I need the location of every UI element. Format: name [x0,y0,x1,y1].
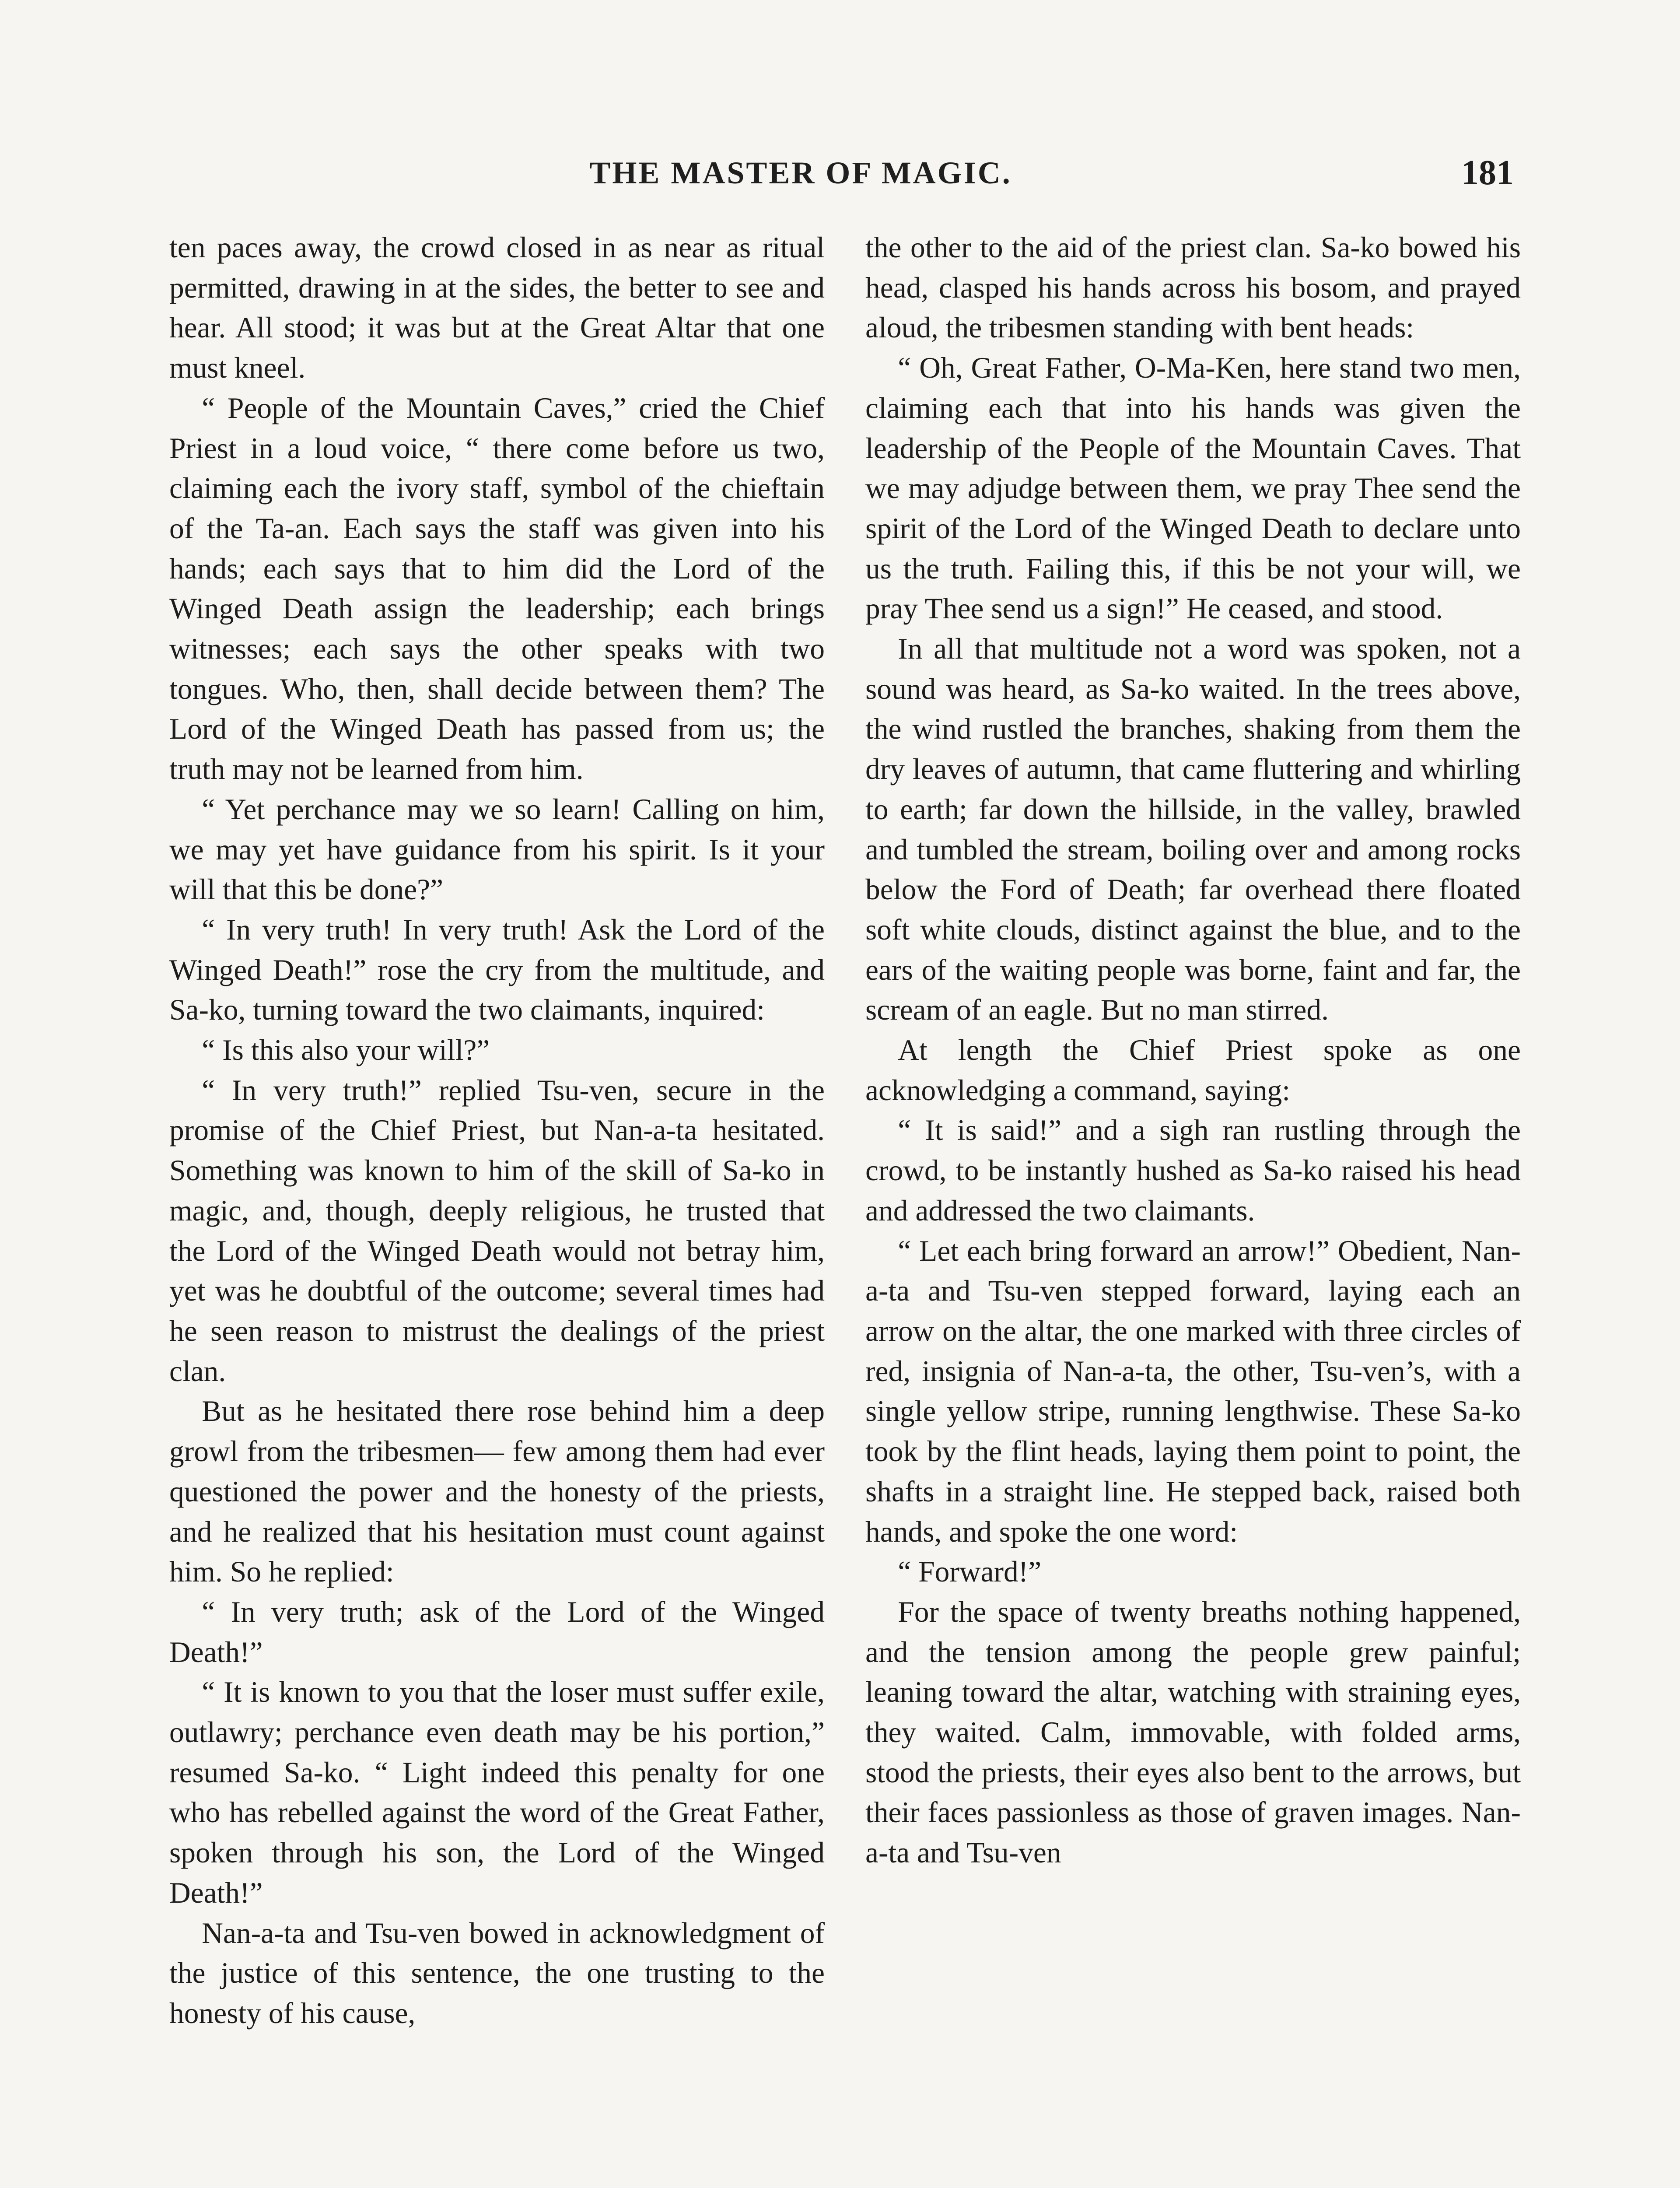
page-header [0,151,1680,199]
page-number: 181 [1461,154,1514,192]
paragraph: “ Oh, Great Father, O-Ma-Ken, here stand two men, claiming each that into his hands was given the leadership of the People of the Mountain Caves. That we may adjudge between them, we pray Thee send the spirit of the Lord of the Winged Death to declare unto us the truth. Failing this, if this be not your will, we pray Thee send us a sign!” He ceased, and stood. [865,351,1521,625]
paragraph: “ In very truth! In very truth! Ask the Lord of the Winged Death!” rose the cry from the multitude, and Sa-ko, turning toward the two claimants, inquired: [169,913,825,1027]
paragraph: “ Forward!” [898,1555,1042,1588]
running-title: THE MASTER OF MAGIC. [589,155,1012,190]
paragraph: “ People of the Mountain Caves,” cried the Chief Priest in a loud voice, “ there come before us two, claiming each the ivory staff, symbol of the chieftain of the Ta-an. Each says the staff was given into his hands; each says that to him did the Lord of the Winged Death assign the leadership; each brings witnesses; each says the other speaks with two tongues. Who, then, shall decide between them? The Lord of the Winged Death has passed from us; the truth may not be learned from him. [169,391,825,786]
paragraph: Nan-a-ta and Tsu-ven bowed in acknowledgment of the justice of this sentence, the one trusting to the honesty of his cause, [169,1916,825,2030]
paragraph: For the space of twenty breaths nothing happened, and the tension among the people grew painful; leaning toward the altar, watching with straining eyes, they waited. Calm, immovable, with folded arms, stood the priests, their eyes also bent to the arrows, but their faces passionless as those of graven images. Nan-a-ta and Tsu-ven [865,1595,1521,1869]
paragraph: “ It is said!” and a sigh ran rustling through the crowd, to be instantly hushed as Sa-ko raised his head and addressed the two claimants. [865,1114,1521,1227]
paragraph: ten paces away, the crowd closed in as near as ritual permitted, drawing in at the sides, the better to see and hear. All stood; it was but at the Great Altar that one must kneel. [169,231,825,385]
left-column [169,228,825,2188]
paragraph: “ Is this also your will?” [202,1034,490,1067]
paragraph: But as he hesitated there rose behind him a deep growl from the tribesmen— few among them had ever questioned the power and the honesty of the priests, and he realized that his hesitation must count against him. So he replied: [169,1395,825,1588]
paragraph: At length the Chief Priest spoke as one acknowledging a command, saying: [865,1034,1521,1107]
paragraph: “ In very truth; ask of the Lord of the Winged Death!” [169,1595,825,1669]
right-column [865,228,1521,2188]
paragraph: “ Let each bring forward an arrow!” Obedient, Nan-a-ta and Tsu-ven stepped forward, laying each an arrow on the altar, the one marked with three circles of red, insignia of Nan-a-ta, the other, Tsu-ven’s, with a single yellow stripe, running lengthwise. These Sa-ko took by the flint heads, laying them point to point, the shafts in a straight line. He stepped back, raised both hands, and spoke the one word: [865,1234,1521,1548]
paragraph: “ It is known to you that the loser must suffer exile, outlawry; perchance even death may be his portion,” resumed Sa-ko. “ Light indeed this penalty for one who has rebelled against the word of the Great Father, spoken through his son, the Lord of the Winged Death!” [169,1676,825,1909]
paragraph: In all that multitude not a word was spoken, not a sound was heard, as Sa-ko waited. In the trees above, the wind rustled the branches, shaking from them the dry leaves of autumn, that came fluttering and whirling to earth; far down the hillside, in the valley, brawled and tumbled the stream, boiling over and among rocks below the Ford of Death; far overhead there floated soft white clouds, distinct against the blue, and to the ears of the waiting people was borne, faint and far, the scream of an eagle. But no man stirred. [865,632,1521,1027]
paragraph: “ Yet perchance may we so learn! Calling on him, we may yet have guidance from his spirit. Is it your will that this be done?” [169,792,825,906]
paragraph: “ In very truth!” replied Tsu-ven, secure in the promise of the Chief Priest, but Nan-a-ta hesitated. Something was known to him of the skill of Sa-ko in magic, and, though, deeply religious, he trusted that the Lord of the Winged Death would not betray him, yet was he doubtful of the outcome; several times had he seen reason to mistrust the dealings of the priest clan. [169,1073,825,1388]
paragraph: the other to the aid of the priest clan. Sa-ko bowed his head, clasped his hands across his bosom, and prayed aloud, the tribesmen standing with bent heads: [865,231,1521,344]
